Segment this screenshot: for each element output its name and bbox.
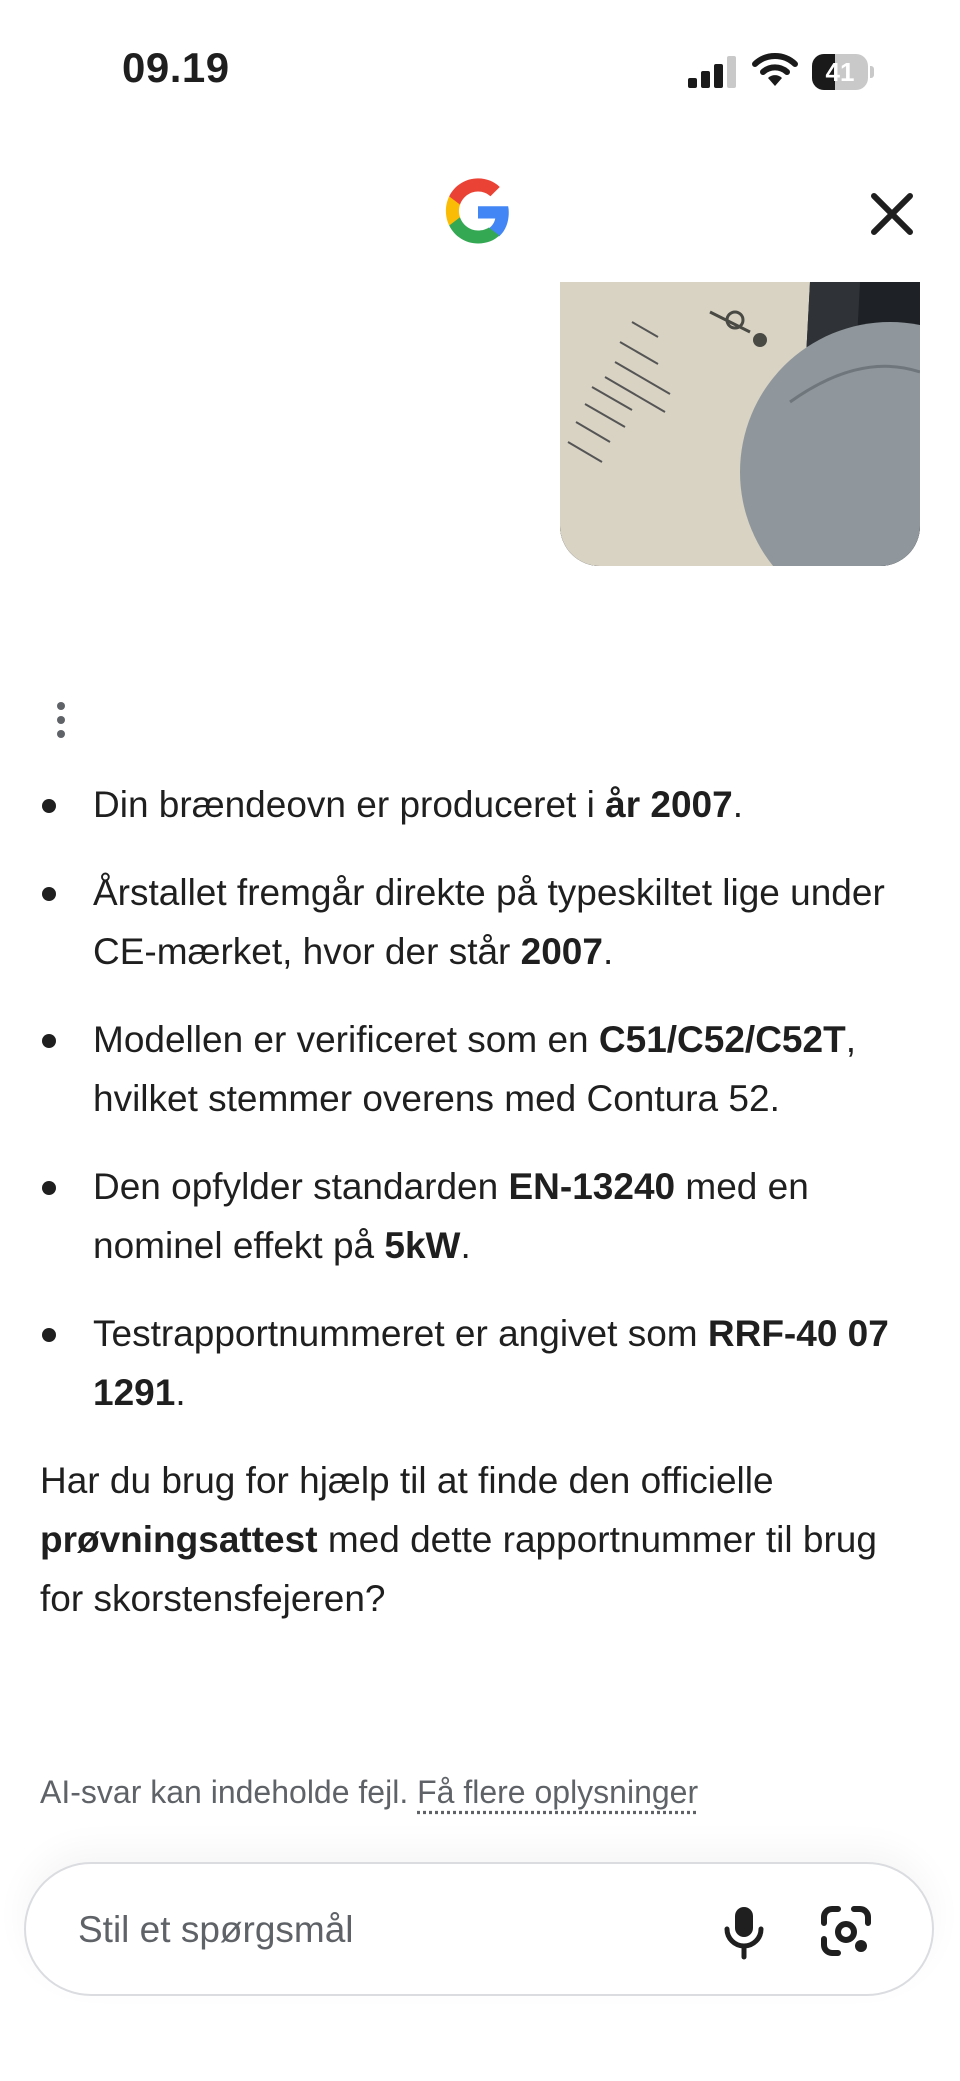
answer-bullet: Årstallet fremgår direkte på typeskiltet lige under CE-mærket, hvor der står 2007.: [40, 863, 920, 981]
disclaimer-text: AI-svar kan indeholde fejl.: [40, 1774, 409, 1810]
battery-level: 41: [825, 57, 855, 87]
answer-bullet: Din brændeovn er produceret i år 2007.: [40, 775, 920, 834]
ask-bar: [24, 1862, 934, 1996]
followup-question: Har du brug for hjælp til at finde den officielle prøvningsattest med dette rapportnummer til brug for skorstensfejeren?: [40, 1460, 877, 1619]
ai-answer: [40, 775, 920, 1628]
learn-more-link[interactable]: Få flere oplysninger: [417, 1774, 699, 1810]
mic-icon[interactable]: [712, 1899, 776, 1963]
answer-bullet: Testrapportnummeret er angivet som RRF-40 07 1291.: [40, 1304, 920, 1422]
battery-icon: [812, 54, 874, 90]
status-bar: [0, 0, 960, 140]
ask-input[interactable]: [76, 1894, 680, 1966]
google-logo: [442, 176, 514, 248]
photo-thumbnail[interactable]: [560, 282, 920, 566]
close-icon[interactable]: [860, 182, 924, 246]
wifi-icon: [752, 52, 798, 88]
lens-icon[interactable]: [814, 1899, 878, 1963]
answer-bullet: Den opfylder standarden EN-13240 med en nominel effekt på 5kW.: [40, 1157, 920, 1275]
ai-disclaimer: [40, 1774, 698, 1811]
answer-list: [40, 775, 920, 1422]
answer-bullet: Modellen er verificeret som en C51/C52/C52T, hvilket stemmer overens med Contura 52.: [40, 1010, 920, 1128]
more-options-icon[interactable]: [44, 700, 78, 740]
status-time: 09.19: [122, 44, 230, 91]
signal-icon: [688, 56, 736, 88]
